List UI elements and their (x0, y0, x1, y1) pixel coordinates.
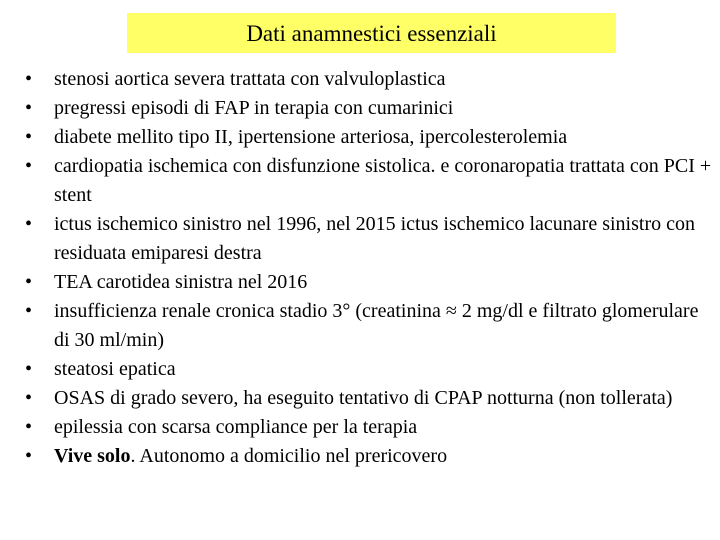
bullet-icon: • (25, 416, 33, 438)
list-item-text: ictus ischemico sinistro nel 1996, nel 2015 ictus ischemico lacunare sinistro con residuata emiparesi destra (54, 213, 695, 264)
list-item-text: pregressi episodi di FAP in terapia con cumarinici (54, 97, 454, 119)
bullet-icon: • (25, 300, 33, 322)
bullet-icon: • (25, 97, 33, 119)
list-item (22, 355, 712, 384)
list-item (22, 152, 712, 210)
bullet-icon: • (25, 387, 33, 409)
list-item-text: diabete mellito tipo II, ipertensione arteriosa, ipercolesterolemia (54, 126, 568, 148)
list-item (22, 384, 712, 413)
bullet-icon: • (25, 271, 33, 293)
list-item (22, 297, 712, 355)
list-item-text: TEA carotidea sinistra nel 2016 (54, 271, 308, 293)
emphasis-text: Vive solo (54, 445, 131, 467)
bullet-icon: • (25, 213, 33, 235)
list-item (22, 268, 712, 297)
list-item-text: insufficienza renale cronica stadio 3° (creatinina ≈ 2 mg/dl e filtrato glomerulare di 30 ml/min) (54, 300, 699, 351)
list-item (22, 123, 712, 152)
list-item-text (54, 442, 712, 471)
bullet-icon: • (25, 445, 33, 467)
list-item-text: stenosi aortica severa trattata con valvuloplastica (54, 68, 446, 90)
list-item (22, 210, 712, 268)
bullet-icon: • (25, 68, 33, 90)
list-item-text: epilessia con scarsa compliance per la terapia (54, 416, 418, 438)
list-item-text: cardiopatia ischemica con disfunzione sistolica. e coronaropatia trattata con PCI + stent (54, 155, 712, 206)
history-list (22, 65, 712, 471)
list-item (22, 94, 712, 123)
bullet-icon: • (25, 358, 33, 380)
list-item (22, 413, 712, 442)
list-item-text: OSAS di grado severo, ha eseguito tentativo di CPAP notturna (non tollerata) (54, 387, 673, 409)
bullet-icon: • (25, 126, 33, 148)
list-item-text: steatosi epatica (54, 358, 176, 380)
page-title: Dati anamnestici essenziali (246, 20, 497, 46)
title-banner (127, 13, 616, 53)
list-item (22, 442, 712, 471)
list-item (22, 65, 712, 94)
list-item-rest-text: . Autonomo a domicilio nel prericovero (130, 445, 448, 467)
bullet-icon: • (25, 155, 33, 177)
